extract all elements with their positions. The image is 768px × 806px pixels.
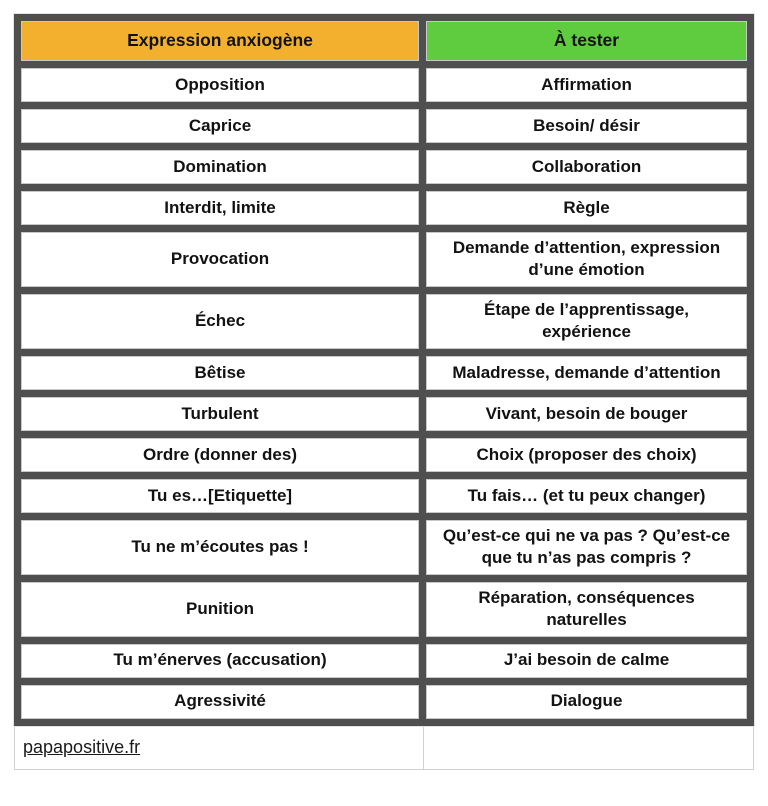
table-cell-right: Choix (proposer des choix) bbox=[426, 438, 747, 472]
footer-cell-right bbox=[424, 726, 754, 770]
table-cell-right: Étape de l’apprentissage, expérience bbox=[426, 294, 747, 349]
table-cell-left: Agressivité bbox=[21, 685, 419, 719]
table-cell-left: Opposition bbox=[21, 68, 419, 102]
table-cell-right: Demande d’attention, expression d’une émotion bbox=[426, 232, 747, 287]
table-cell-left: Tu ne m’écoutes pas ! bbox=[21, 520, 419, 575]
comparison-table bbox=[14, 14, 754, 726]
table-footer bbox=[14, 726, 754, 770]
table-cell-right: Vivant, besoin de bouger bbox=[426, 397, 747, 431]
table-cell-right: J’ai besoin de calme bbox=[426, 644, 747, 678]
table-cell-left: Échec bbox=[21, 294, 419, 349]
table-cell-right: Besoin/ désir bbox=[426, 109, 747, 143]
papapositive-link[interactable]: papapositive.fr bbox=[23, 736, 141, 757]
table-cell-left: Tu es…[Etiquette] bbox=[21, 479, 419, 513]
table-cell-right: Qu’est-ce qui ne va pas ? Qu’est-ce que tu n’as pas compris ? bbox=[426, 520, 747, 575]
table-cell-left: Caprice bbox=[21, 109, 419, 143]
table-cell-left: Tu m’énerves (accusation) bbox=[21, 644, 419, 678]
comparison-table-page bbox=[14, 14, 754, 770]
table-cell-right: Affirmation bbox=[426, 68, 747, 102]
table-cell-right: Règle bbox=[426, 191, 747, 225]
header-cell-a-tester: À tester bbox=[426, 21, 747, 61]
table-cell-left: Domination bbox=[21, 150, 419, 184]
table-cell-left: Punition bbox=[21, 582, 419, 637]
table-cell-right: Réparation, conséquences naturelles bbox=[426, 582, 747, 637]
table-cell-right: Tu fais… (et tu peux changer) bbox=[426, 479, 747, 513]
table-cell-left: Turbulent bbox=[21, 397, 419, 431]
table-cell-left: Bêtise bbox=[21, 356, 419, 390]
table-cell-left: Ordre (donner des) bbox=[21, 438, 419, 472]
table-cell-left: Provocation bbox=[21, 232, 419, 287]
table-cell-right: Maladresse, demande d’attention bbox=[426, 356, 747, 390]
footer-cell-left bbox=[14, 726, 424, 770]
table-cell-right: Collaboration bbox=[426, 150, 747, 184]
header-cell-expression-anxiogene: Expression anxiogène bbox=[21, 21, 419, 61]
table-cell-right: Dialogue bbox=[426, 685, 747, 719]
table-cell-left: Interdit, limite bbox=[21, 191, 419, 225]
